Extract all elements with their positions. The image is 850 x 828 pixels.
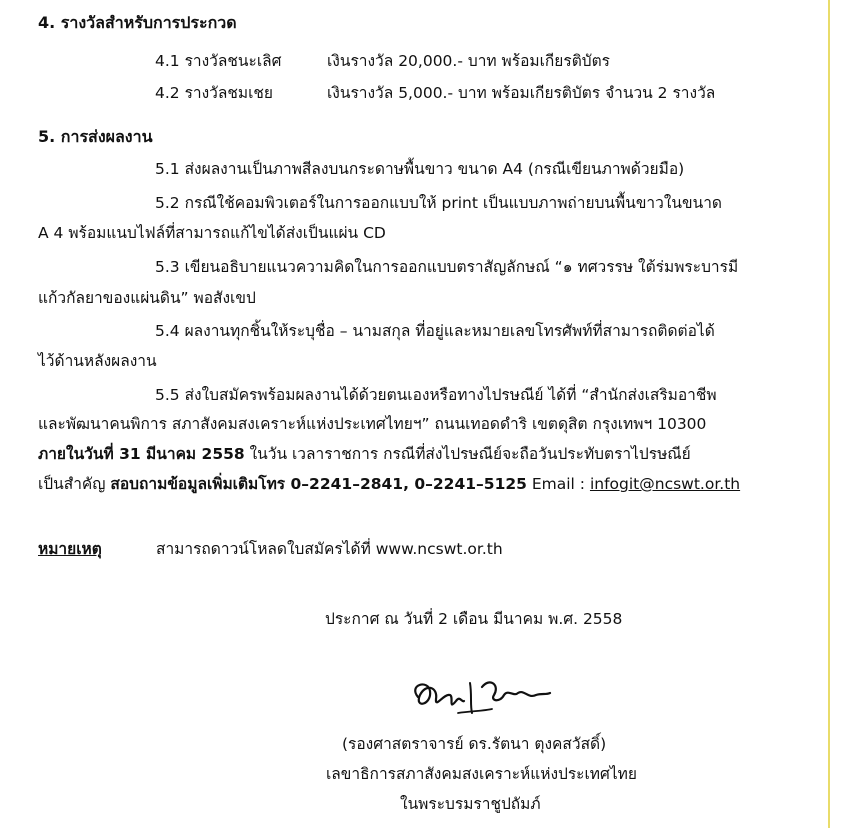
deadline-text: ภายในวันที่ 31 มีนาคม 2558 [38, 445, 245, 463]
remark-label: หมายเหตุ [38, 540, 102, 558]
remark-text: สามารถดาวน์โหลดใบสมัครได้ที่ www.ncswt.or.th [156, 540, 503, 558]
award-row-1 [155, 50, 610, 72]
item-5-5-line4 [38, 473, 740, 495]
page-edge-line [828, 0, 830, 828]
email-link[interactable]: infogit@ncswt.or.th [589, 475, 741, 493]
item-5-2-line1: 5.2 กรณีใช้คอมพิวเตอร์ในการออกแบบให้ print เป็นแบบภาพถ่ายบนพื้นขาวในขนาด [155, 194, 722, 212]
contact-prefix: เป็นสำคัญ [38, 475, 111, 493]
contact-phone: สอบถามข้อมูลเพิ่มเติมโทร 0–2241–2841, 0–2241–5125 [110, 475, 527, 493]
signatory-name: (รองศาสตราจารย์ ดร.รัตนา ตุงคสวัสดิ์) [342, 735, 607, 753]
announce-date: ประกาศ ณ วันที่ 2 เดือน มีนาคม พ.ศ. 2558 [325, 610, 623, 628]
item-5-3-line1: 5.3 เขียนอธิบายแนวความคิดในการออกแบบตราสัญลักษณ์ “๑ ทศวรรษ ใต้ร่มพระบารมี [155, 258, 739, 276]
signatory-org: ในพระบรมราชูปถัมภ์ [400, 795, 541, 813]
award-2-desc: เงินรางวัล 5,000.- บาท พร้อมเกียรติบัตร จำนวน 2 รางวัล [327, 84, 716, 102]
section5-heading: 5. การส่งผลงาน [38, 127, 153, 146]
item-5-3-line2: แก้วกัลยาของแผ่นดิน” พอสังเขป [38, 289, 256, 307]
signatory-title: เลขาธิการสภาสังคมสงเคราะห์แห่งประเทศไทย [326, 765, 637, 783]
remark-row [38, 538, 503, 560]
item-5-1: 5.1 ส่งผลงานเป็นภาพสีลงบนกระดาษพื้นขาว ขนาด A4 (กรณีเขียนภาพด้วยมือ) [155, 160, 685, 178]
award-row-2 [155, 82, 715, 104]
email-label: Email : [526, 475, 590, 493]
award-2-label: 4.2 รางวัลชมเชย [155, 84, 274, 102]
item-5-5-line3 [38, 443, 691, 465]
award-1-desc: เงินรางวัล 20,000.- บาท พร้อมเกียรติบัตร [327, 52, 611, 70]
deadline-rest: ในวัน เวลาราชการ กรณีที่ส่งไปรษณีย์จะถือวันประทับตราไปรษณีย์ [244, 445, 691, 463]
item-5-4-line2: ไว้ด้านหลังผลงาน [38, 352, 157, 370]
item-5-2-line2: A 4 พร้อมแนบไฟล์ที่สามารถแก้ไขได้ส่งเป็นแผ่น CD [38, 224, 386, 242]
award-1-label: 4.1 รางวัลชนะเลิศ [155, 52, 282, 70]
signature-image [400, 665, 570, 720]
item-5-5-line1: 5.5 ส่งใบสมัครพร้อมผลงานได้ด้วยตนเองหรือทางไปรษณีย์ ได้ที่ “สำนักส่งเสริมอาชีพ [155, 386, 717, 404]
item-5-4-line1: 5.4 ผลงานทุกชิ้นให้ระบุชื่อ – นามสกุล ที่อยู่และหมายเลขโทรศัพท์ที่สามารถติดต่อได้ [155, 322, 715, 340]
item-5-5-line2: และพัฒนาคนพิการ สภาสังคมสงเคราะห์แห่งประเทศไทยฯ” ถนนเทอดดำริ เขตดุสิต กรุงเทพฯ 10300 [38, 415, 707, 433]
section4-heading: 4. รางวัลสำหรับการประกวด [38, 13, 237, 32]
